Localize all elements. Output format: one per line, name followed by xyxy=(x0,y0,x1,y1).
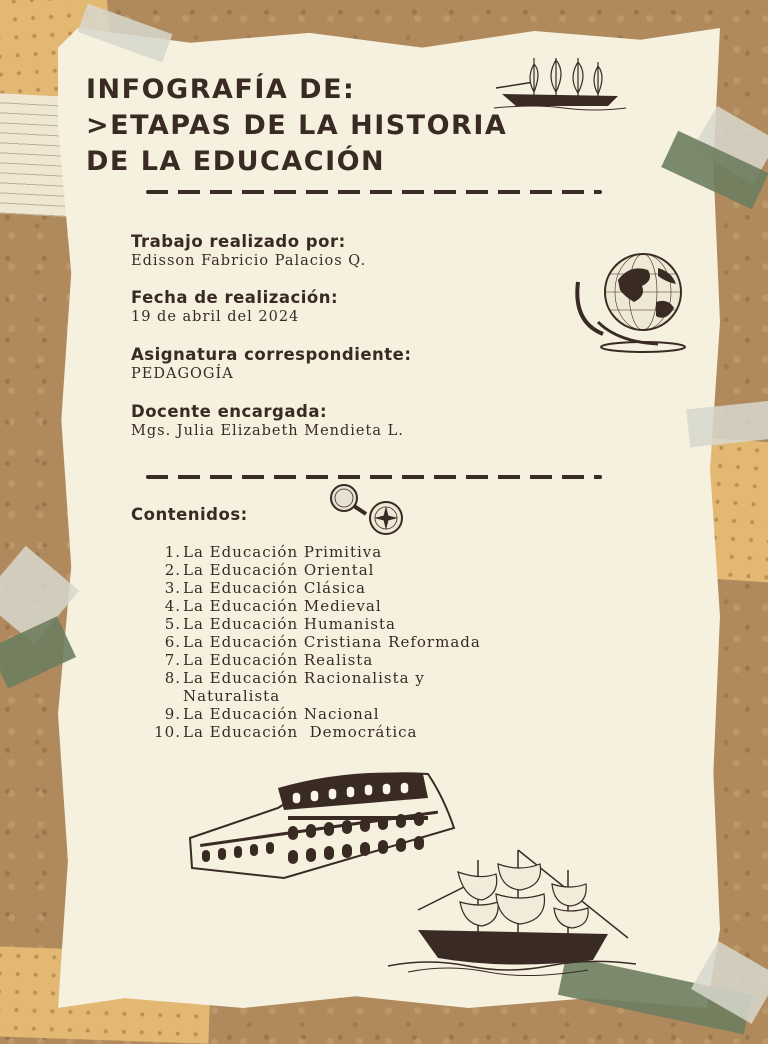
list-item-number: 6. xyxy=(164,633,181,651)
divider-top xyxy=(146,190,602,194)
list-item-number: 5. xyxy=(164,615,181,633)
teacher-label: Docente encargada: xyxy=(131,402,328,421)
title-line-1: INFOGRAFÍA DE: xyxy=(86,74,356,105)
list-item xyxy=(150,705,481,723)
list-item-number: 3. xyxy=(164,579,181,597)
contents-list xyxy=(150,543,481,741)
list-item-text: La Educación Clásica xyxy=(183,579,366,597)
page-title xyxy=(86,72,507,180)
list-item-text: La Educación Cristiana Reformada xyxy=(183,633,481,651)
list-item-text: La Educación Oriental xyxy=(183,561,375,579)
list-item-number: 7. xyxy=(164,651,181,669)
list-item-text-wrap xyxy=(183,669,425,705)
teacher-value: Mgs. Julia Elizabeth Mendieta L. xyxy=(131,423,404,439)
date-block xyxy=(131,288,338,326)
sailing-ship-icon xyxy=(494,58,626,110)
list-item-number: 10. xyxy=(154,723,181,741)
list-item-text: La Educación Realista xyxy=(183,651,374,669)
list-item-number: 8. xyxy=(164,669,181,687)
author-label: Trabajo realizado por: xyxy=(131,232,346,251)
divider-middle xyxy=(146,475,602,479)
subject-label: Asignatura correspondiente: xyxy=(131,345,412,364)
list-item-number: 9. xyxy=(164,705,181,723)
list-item-number: 2. xyxy=(164,561,181,579)
list-item xyxy=(150,615,481,633)
list-item-text: La Educación Humanista xyxy=(183,615,396,633)
list-item xyxy=(150,543,481,561)
date-value: 19 de abril del 2024 xyxy=(131,309,300,325)
list-item-number: 4. xyxy=(164,597,181,615)
subject-block xyxy=(131,345,411,383)
author-block xyxy=(131,232,366,270)
author-value: Edisson Fabricio Palacios Q. xyxy=(131,253,367,269)
list-item-text: La Educación Primitiva xyxy=(183,543,383,561)
list-item xyxy=(150,633,481,651)
list-item xyxy=(150,669,481,705)
list-item xyxy=(150,651,481,669)
galleon-icon xyxy=(388,850,636,974)
list-item-text: La Educación Nacional xyxy=(183,705,380,723)
subject-value: PEDAGOGÍA xyxy=(131,366,234,382)
globe-icon xyxy=(558,252,714,352)
teacher-block xyxy=(131,402,404,440)
tape-right-middle xyxy=(686,401,768,448)
list-item xyxy=(150,723,481,741)
list-item xyxy=(150,579,481,597)
list-item xyxy=(150,597,481,615)
list-item-number: 1. xyxy=(164,543,181,561)
list-item-text-continued: Naturalista xyxy=(183,687,281,705)
list-item-text: La Educación Democrática xyxy=(183,723,418,741)
magnifier-compass-icon xyxy=(316,484,420,538)
date-label: Fecha de realización: xyxy=(131,288,339,307)
list-item-text: La Educación Racionalista y xyxy=(183,669,425,687)
title-line-3: DE LA EDUCACIÓN xyxy=(86,146,386,177)
contents-title: Contenidos: xyxy=(131,505,248,524)
list-item xyxy=(150,561,481,579)
title-line-2: >ETAPAS DE LA HISTORIA xyxy=(86,110,508,141)
list-item-text: La Educación Medieval xyxy=(183,597,382,615)
